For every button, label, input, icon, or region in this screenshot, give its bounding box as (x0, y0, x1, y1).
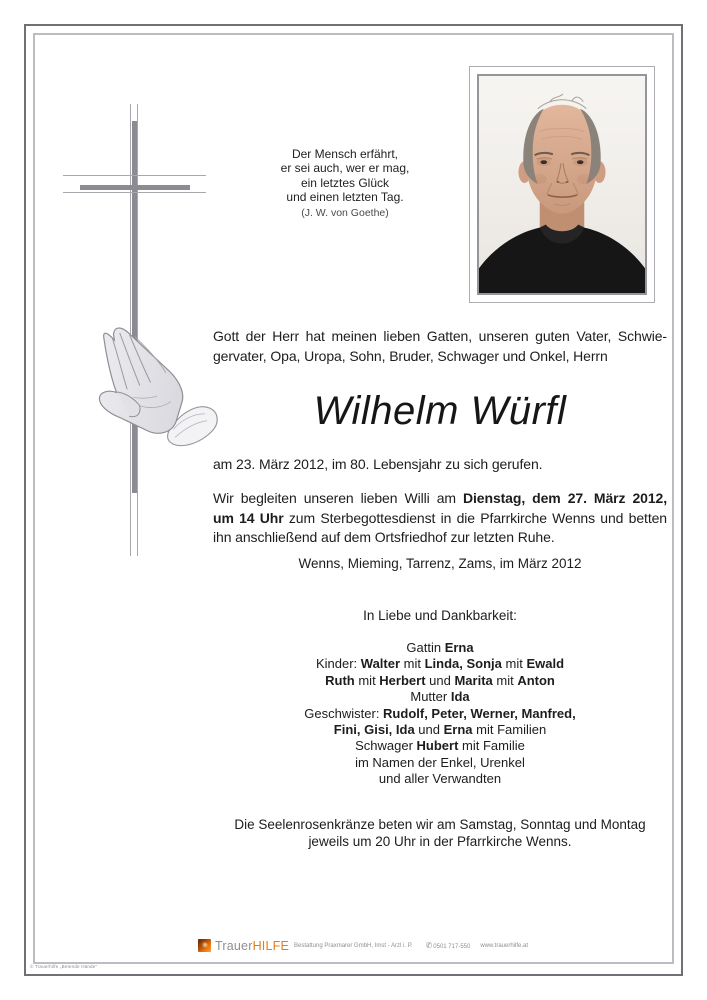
text-line: Die Seelenrosenkränze beten wir am Samstag, Sonntag und Montag (234, 817, 646, 832)
brand-suffix: HILFE (252, 938, 289, 953)
phone-value: 0501 717-550 (433, 944, 471, 950)
text-line (213, 640, 667, 656)
text-line: Der Mensch erfährt, (291, 147, 399, 161)
text-segment: mit (492, 672, 518, 688)
company-name: Bestattung Praxmarer GmbH, Imst - Arzl i. P. (294, 942, 413, 949)
text-line (213, 722, 667, 738)
text-segment: Erna (443, 722, 473, 738)
text-segment: mit (400, 656, 425, 672)
text-line (213, 656, 667, 672)
text-segment: Geschwister: (304, 705, 384, 721)
brand-prefix: Trauer (215, 938, 253, 953)
deceased-name: Wilhelm Würfl (313, 389, 567, 433)
gratitude-heading: In Liebe und Dankbarkeit: (363, 608, 517, 623)
text-segment: ihn anschließend auf dem Ortsfriedhof zur letzten Ruhe. (213, 529, 555, 545)
text-segment: und (425, 672, 455, 688)
text-segment: um 14 Uhr (213, 509, 284, 526)
text-segment: Marita (454, 672, 493, 688)
text-segment: Mutter (410, 689, 451, 705)
funeral-home-footer (198, 938, 528, 953)
text-segment: Gattin (406, 640, 445, 655)
text-segment: zum Sterbegottesdienst in die Pfarrkirche Wenns und betten (283, 509, 667, 526)
text-line: Gott der Herr hat meinen lieben Gatten, unseren guten Vater, Schwie- (213, 328, 667, 344)
trauerhilfe-logo-icon (198, 939, 211, 952)
text-line: er sei auch, wer er mag, (280, 161, 410, 176)
text-segment: mit Familie (458, 738, 525, 754)
text-segment: mit Familien (472, 722, 547, 738)
text-segment: Linda, Sonja (424, 656, 502, 672)
phone-icon: ✆ (425, 941, 433, 950)
death-date-line: am 23. März 2012, im 80. Lebensjahr zu sich gerufen. (213, 456, 543, 472)
text-segment: Ruth (325, 672, 355, 688)
text-segment: Ida (450, 689, 470, 705)
family-list (213, 640, 667, 788)
text-segment: Walter (360, 656, 401, 672)
text-segment: Herbert (379, 672, 426, 688)
rosary-notice (195, 816, 685, 850)
cross-line (63, 175, 206, 176)
text-segment: Fini, Gisi, Ida (333, 722, 415, 738)
artwork-credit: © Trauerhilfe „Betende Hände“ (30, 964, 98, 969)
text-line: gervater, Opa, Uropa, Sohn, Bruder, Schwager und Onkel, Herrn (213, 347, 608, 364)
text-line (213, 689, 667, 705)
text-segment: mit (354, 672, 380, 688)
text-segment: und (414, 722, 444, 738)
portrait-photo (477, 74, 647, 295)
text-segment: im Namen der Enkel, Urenkel (355, 754, 525, 770)
text-segment: Wir begleiten unseren lieben Willi am (213, 490, 463, 506)
text-line: und einen letzten Tag. (286, 190, 404, 205)
portrait-photo-frame (469, 66, 655, 303)
text-segment: Anton (517, 672, 555, 688)
announcement-intro (213, 327, 667, 366)
cross-line (63, 192, 206, 193)
text-line (213, 489, 667, 509)
website-link: www.trauerhilfe.at (480, 942, 529, 949)
text-line (213, 528, 667, 548)
text-segment: mit (501, 656, 527, 672)
text-line (213, 738, 667, 754)
trauerhilfe-brand (215, 939, 289, 953)
cross-bar (80, 185, 190, 190)
text-segment: Erna (444, 640, 474, 655)
quote-block (245, 147, 445, 220)
text-segment: Kinder: (315, 656, 361, 672)
text-line (213, 755, 667, 771)
funeral-details (213, 489, 667, 548)
text-segment: und aller Verwandten (378, 771, 502, 787)
quote-lines (245, 147, 445, 205)
text-segment: Schwager (355, 738, 417, 754)
text-segment: Dienstag, dem 27. März 2012, (463, 490, 668, 506)
text-line (213, 509, 667, 529)
text-segment: Ewald (526, 656, 565, 672)
praying-hands-image (76, 312, 224, 478)
text-line (213, 771, 667, 787)
text-line (213, 706, 667, 722)
quote-attribution: (J. W. von Goethe) (301, 206, 389, 219)
text-segment: Hubert (416, 738, 459, 754)
text-segment: Rudolf, Peter, Werner, Manfred, (383, 705, 576, 721)
places-line: Wenns, Mieming, Tarrenz, Zams, im März 2012 (298, 556, 582, 571)
text-line: jeweils um 20 Uhr in der Pfarrkirche Wenns. (308, 834, 572, 849)
text-line (213, 673, 667, 689)
phone-number (426, 941, 471, 950)
text-line: ein letztes Glück (300, 175, 390, 190)
